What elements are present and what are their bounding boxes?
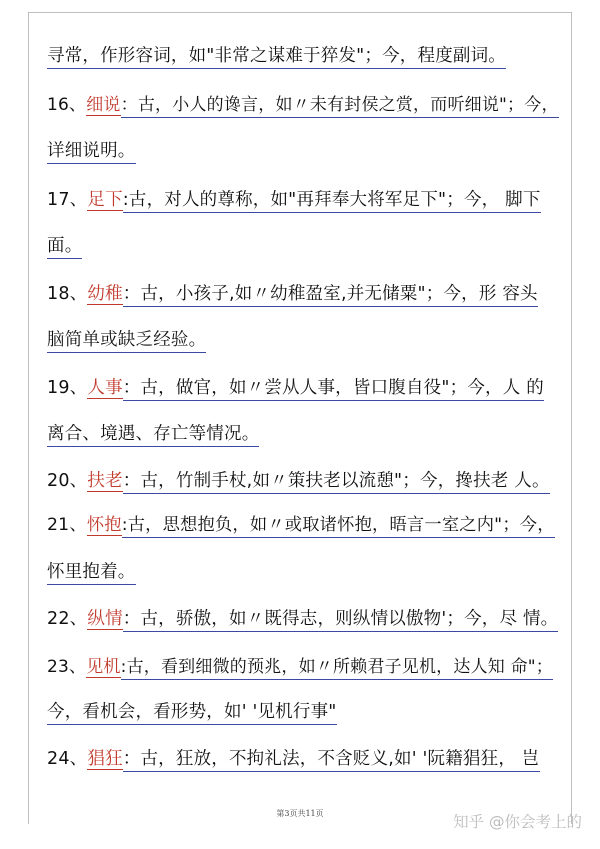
line-text: 面。 [47,236,82,259]
text-line [47,697,559,727]
entry-17 [47,185,559,215]
entry-19 [47,373,559,403]
entry-21 [47,510,559,540]
entry-term: 见机 [86,657,121,677]
line-text: 今，看机会，看形势，如' '见机行事" [47,702,337,725]
entry-definition: ：古，骄傲，如〃既得志，则纵情以傲物'；今，尽 情。 [123,609,559,632]
entry-term: 怀抱 [86,515,122,535]
text-line [47,136,559,166]
entry-term: 人事 [87,378,123,398]
entry-number: 21、 [47,515,87,535]
entry-term: 细说 [86,95,121,115]
line-text: 详细说明。 [47,141,136,164]
entry-number: 24、 [47,749,88,769]
entry-number: 23、 [47,657,87,677]
line-text: 离合、境遇、存亡等情况。 [47,424,259,447]
entry-term: 纵情 [87,609,123,629]
line-text: 寻常，作形容词，如"非常之谋难于猝发"；今，程度副词。 [47,46,506,69]
entry-number: 16、 [47,95,87,115]
entry-definition: ：古，狂放，不拘礼法，不含贬义,如' '阮籍猖狂， 岂 [123,749,540,772]
page-number-footer: 第3页共11页 [276,809,324,818]
line-text: 怀里抱着。 [47,562,136,585]
text-line [47,557,559,587]
page-border-top [28,12,572,13]
entry-22 [47,604,559,634]
page-border-left [28,12,29,824]
page-border-right [571,12,572,824]
entry-number: 19、 [47,378,88,398]
entry-term: 幼稚 [87,284,123,304]
entry-definition: ：古，小孩子,如〃幼稚盈室,并无储粟"；今，形 容头 [123,284,538,307]
entry-24 [47,744,559,774]
text-line [47,231,559,261]
entry-number: 22、 [47,609,88,629]
entry-number: 20、 [47,471,88,491]
entry-term: 猖狂 [87,749,123,769]
entry-definition: :古，看到细微的预兆，如〃所赖君子见机，达人知 命"； [121,657,553,680]
text-line [47,41,559,71]
entry-definition: :古，思想抱负，如〃或取诸怀抱，晤言一室之内"；今， [122,515,555,538]
entry-18 [47,279,559,309]
zhihu-watermark: 知乎 @你会考上的 [453,813,582,831]
entry-23 [47,652,559,682]
entry-term: 扶老 [87,471,123,491]
entry-definition: ：古，竹制手杖,如〃策扶老以流憩"；今，搀扶老 人。 [123,471,550,494]
entry-20 [47,466,559,496]
entry-term: 足下 [87,190,123,210]
entry-16 [47,90,559,120]
text-line [47,325,559,355]
text-line [47,419,559,449]
line-text: 脑简单或缺乏经验。 [47,330,206,353]
entry-definition: ：古，小人的谗言，如〃未有封侯之赏，而听细说"；今， [121,95,559,118]
entry-number: 17、 [47,190,88,210]
entry-definition: :古，对人的尊称，如"再拜奉大将军足下"；今， 脚下 [123,190,541,213]
entry-definition: ：古，做官，如〃尝从人事，皆口腹自役"；今，人 的 [123,378,544,401]
entry-number: 18、 [47,284,88,304]
